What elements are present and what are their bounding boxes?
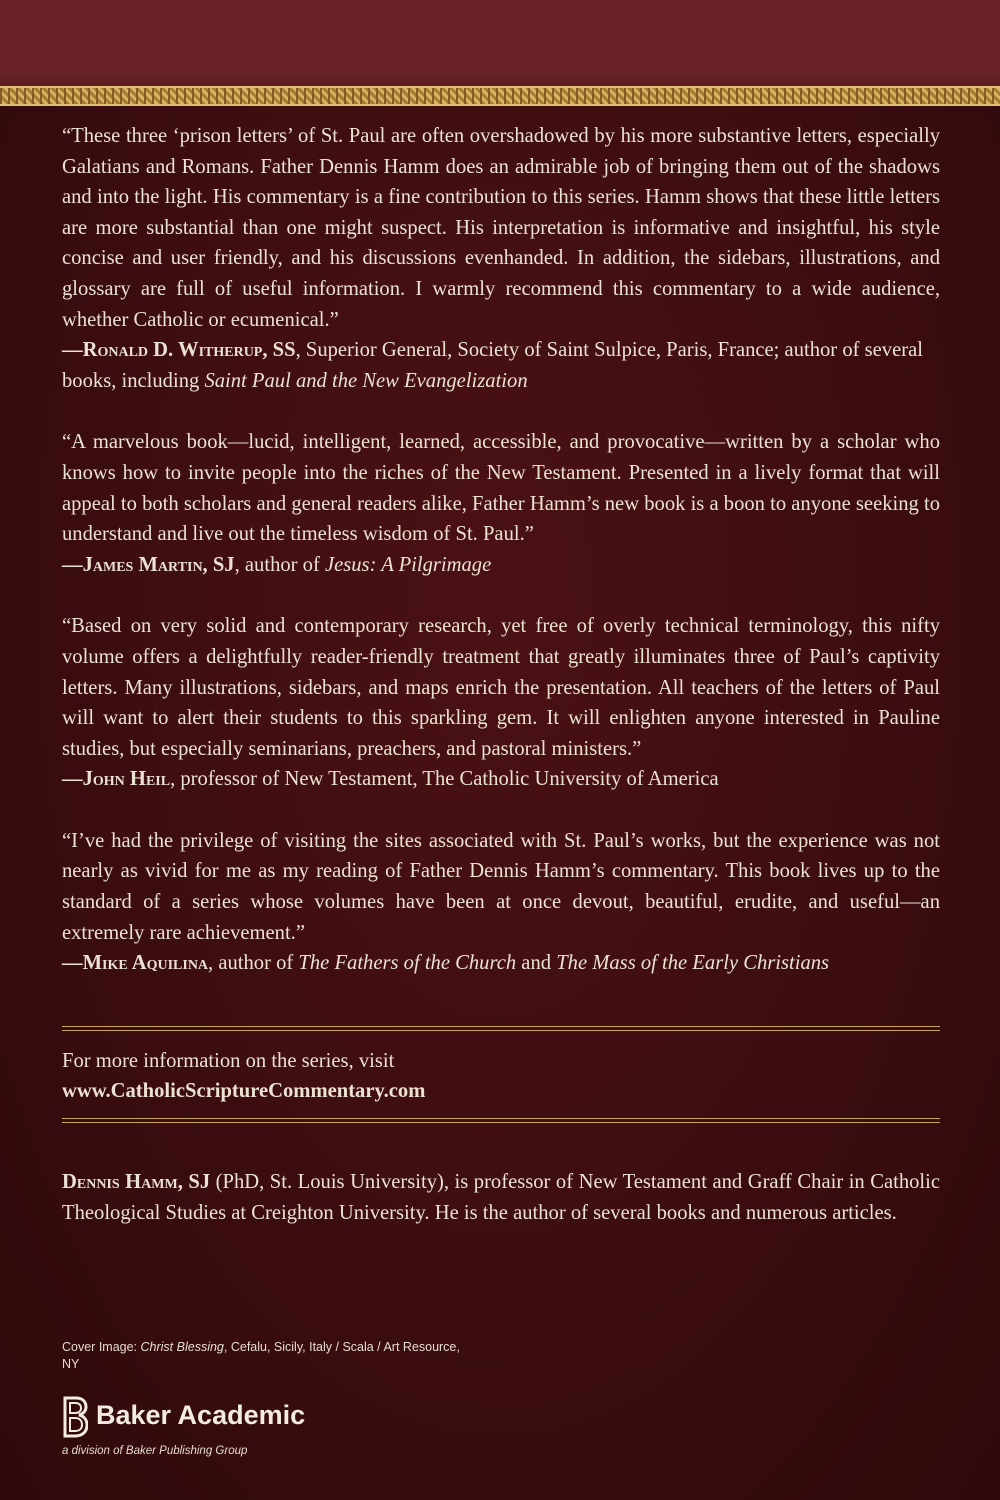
endorsement-attribution [62, 550, 940, 581]
author-bio [62, 1167, 940, 1228]
endorser-book: The Mass of the Early Christians [556, 952, 830, 975]
endorsement-attribution [62, 764, 940, 795]
top-band [0, 0, 1000, 86]
publisher-tagline: a division of Baker Publishing Group [62, 1445, 248, 1457]
endorsements [62, 121, 940, 979]
cover-image-title: Christ Blessing [140, 1340, 224, 1354]
endorsement-quote: “I’ve had the privilege of visiting the sites associated with St. Paul’s works, but the experience was not nearly as vivid for me as my reading of Father Dennis Hamm’s commentary. This book lives up to the standard of a series whose volumes have been at once devout, beautiful, erudite, and useful—an extremely rare achievement.” [62, 829, 940, 944]
cover-image-credit: Cover Image: Christ Blessing, Cefalu, Sicily, Italy / Scala / Art Resource, NY [62, 1340, 460, 1371]
endorser-affiliation: , author of [208, 952, 299, 975]
endorsement-attribution [62, 335, 940, 396]
endorsement-quote: “A marvelous book—lucid, intelligent, learned, accessible, and provocative—written by a scholar who knows how to invite people into the riches of the New Testament. Presented in a lively format that will appeal to both scholars and general readers alike, Father Hamm’s new book is a boon to anyone seeking to understand and live out the timeless wisdom of St. Paul.” [62, 431, 940, 546]
series-info-text: For more information on the series, visit [62, 1050, 395, 1072]
author-name: Dennis Hamm, SJ [62, 1171, 211, 1193]
endorsement-quote: “Based on very solid and contemporary research, yet free of overly technical terminology, this nifty volume offers a delightfully reader-friendly treatment that greatly illuminates three of Paul’s captivity letters. Many illustrations, sidebars, and maps enrich the presentation. All teachers of the letters of Paul will want to alert their students to this sparkling gem. It will enlighten anyone interested in Pauline studies, but especially seminarians, preachers, and pastoral ministers.” [62, 615, 940, 760]
endorser-name: —Mike Aquilina [62, 952, 209, 975]
endorser-affiliation: , Superior General, Society of Saint Sulpice, Paris, France; author of several books, including [62, 339, 923, 392]
divider-rule [62, 1118, 940, 1123]
divider-rule [62, 1026, 940, 1031]
publisher-logo [62, 1396, 402, 1466]
endorser-name: —John Heil [62, 768, 171, 791]
endorser-book: Saint Paul and the New Evangelization [204, 369, 528, 392]
ornamental-border [0, 86, 1000, 106]
endorser-affiliation: , author of [234, 553, 325, 576]
author-bio-text: (PhD, St. Louis University), is professor of New Testament and Graff Chair in Catholic Theological Studies at Creighton University. He is the author of several books and numerous articles. [62, 1171, 940, 1224]
endorser-name: —Ronald D. Witherup, SS [62, 339, 296, 362]
endorser-book: The Fathers of the Church [298, 952, 517, 975]
endorser-name: —James Martin, SJ [62, 553, 235, 576]
endorser-affiliation: , professor of New Testament, The Catholic University of America [170, 768, 719, 791]
series-info [62, 1046, 940, 1106]
endorsement-attribution [62, 948, 940, 979]
publisher-name: Baker Academic [96, 1400, 306, 1430]
series-url[interactable]: www.CatholicScriptureCommentary.com [62, 1080, 426, 1102]
endorser-joiner: and [516, 952, 557, 975]
endorsement-quote: “These three ‘prison letters’ of St. Paul are often overshadowed by his more substantive letters, especially Galatians and Romans. Father Dennis Hamm does an admirable job of bringing them out of the shadows and into the light. His commentary is a fine contribution to this series. Hamm shows that these little letters are more substantial than one might suspect. His interpretation is informative and insightful, his style concise and user friendly, and his discussions evenhanded. In addition, the sidebars, illustrations, and glossary are full of useful information. I warmly recommend this commentary to a wide audience, whether Catholic or ecumenical.” [62, 125, 940, 331]
baker-b-icon [62, 1396, 88, 1440]
endorser-book: Jesus: A Pilgrimage [324, 553, 492, 576]
